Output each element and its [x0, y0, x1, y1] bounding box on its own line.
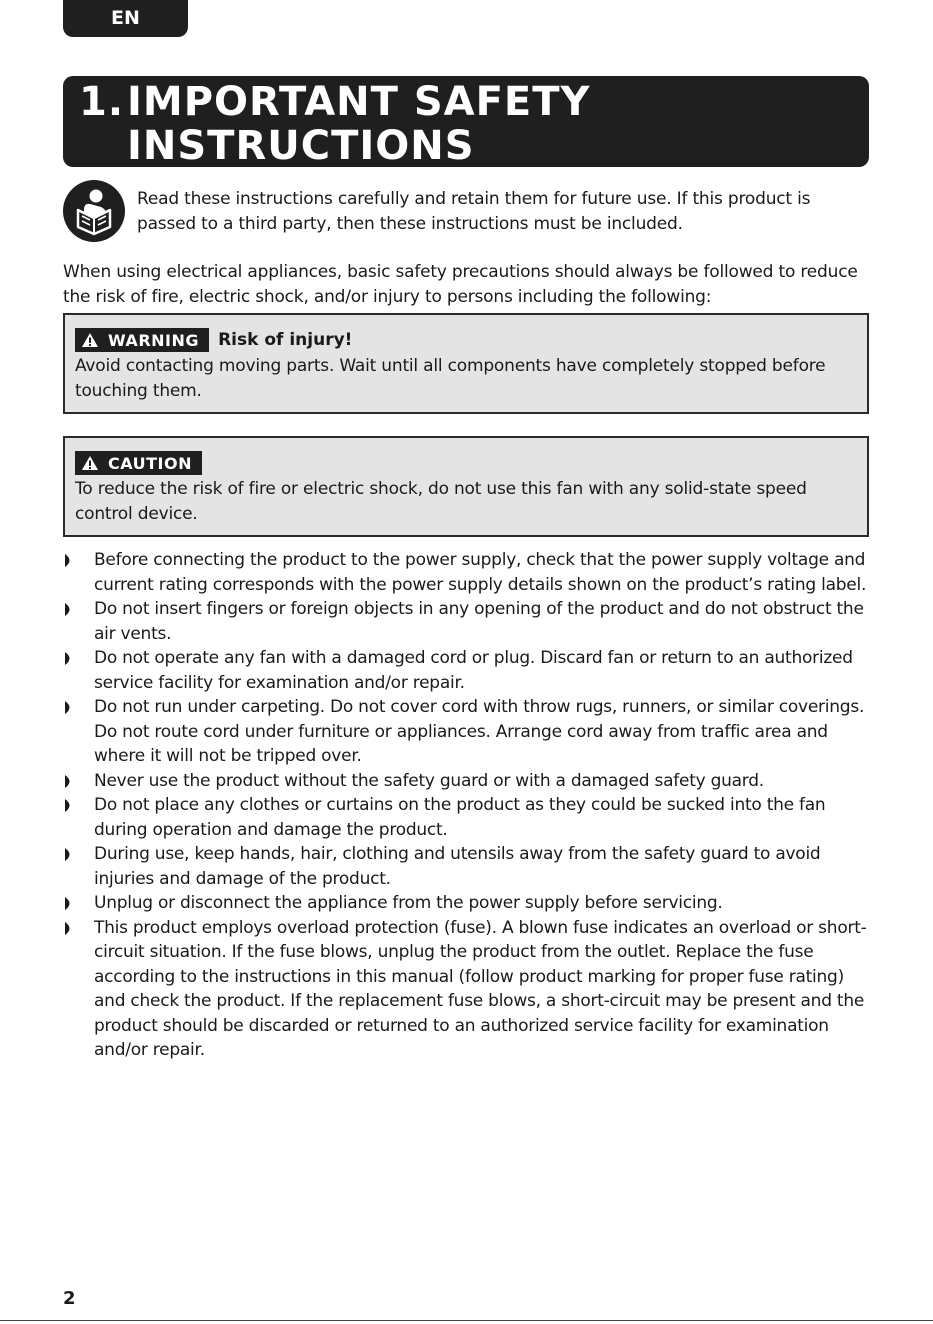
title-text-1: IMPORTANT SAFETY: [127, 79, 591, 125]
bullet-arrow-icon: [65, 554, 74, 567]
intro-paragraph: When using electrical appliances, basic safety precautions should always be followed to reduce the risk of fire, electric shock, and/or injury to persons including the following:: [63, 262, 858, 307]
warning-box: [63, 313, 869, 414]
warning-heading: Risk of injury!: [218, 330, 353, 350]
title-line-1: [79, 80, 869, 124]
bullet-arrow-icon: [65, 848, 74, 861]
list-item-text: Do not insert fingers or foreign objects in any opening of the product and do not obstruct the air vents.: [94, 599, 864, 644]
caution-badge-label: CAUTION: [108, 453, 192, 473]
safety-bullet-list: [63, 548, 869, 1063]
warning-body: Avoid contacting moving parts. Wait until all components have completely stopped before touching them.: [75, 356, 826, 401]
list-item-text: Unplug or disconnect the appliance from the power supply before servicing.: [94, 893, 723, 913]
bullet-arrow-icon: [65, 652, 74, 665]
list-item-text: During use, keep hands, hair, clothing and utensils away from the safety guard to avoid injuries and damage of the product.: [94, 844, 821, 889]
list-item-text: This product employs overload protection (fuse). A blown fuse indicates an overload or short-circuit situation. If the fuse blows, unplug the product from the outlet. Replace the fuse according to the instructions in this manual (follow product marking for proper fuse rating) and check the product. If the replacement fuse blows, a short-circuit may be present and the product should be discarded or returned to an authorized service facility for examination and/or repair.: [94, 917, 867, 1060]
warning-badge-label: WARNING: [108, 330, 199, 350]
list-item: [63, 646, 869, 695]
bullet-arrow-icon: [65, 603, 74, 616]
warning-header: [75, 328, 857, 352]
footer-divider: [0, 1320, 933, 1321]
list-item: [63, 916, 869, 1063]
language-tab: EN: [63, 0, 188, 37]
list-item: [63, 891, 869, 916]
list-item-text: Do not place any clothes or curtains on the product as they could be sucked into the fan during operation and damage the product.: [94, 795, 826, 840]
list-item-text: Never use the product without the safety guard or with a damaged safety guard.: [94, 770, 764, 791]
list-item-text: Do not operate any fan with a damaged cord or plug. Discard fan or return to an authorized service facility for examination and/or repair.: [94, 648, 853, 693]
caution-badge: [75, 451, 202, 475]
list-item: [63, 769, 869, 794]
read-notice-text: Read these instructions carefully and retain them for future use. If this product is passed to a third party, then these instructions must be included.: [137, 189, 811, 234]
caution-header: [75, 451, 857, 475]
list-item: [63, 793, 869, 842]
list-item: [63, 597, 869, 646]
title-line-2: INSTRUCTIONS: [127, 123, 475, 169]
list-item: [63, 695, 869, 769]
caution-box: [63, 436, 869, 537]
read-manual-icon: [63, 180, 125, 242]
warning-badge: [75, 328, 209, 352]
warning-triangle-icon: [81, 455, 99, 471]
bullet-arrow-icon: [65, 799, 74, 812]
read-instructions-notice: [63, 180, 873, 244]
list-item: [63, 548, 869, 597]
bullet-arrow-icon: [65, 701, 74, 714]
list-item-text: Do not run under carpeting. Do not cover cord with throw rugs, runners, or similar coverings. Do not route cord under furniture or appliances. Arrange cord away from traffic area and where it will not be tripped over.: [94, 697, 865, 766]
bullet-arrow-icon: [65, 775, 74, 788]
list-item: [63, 842, 869, 891]
bullet-arrow-icon: [65, 922, 74, 935]
section-number: 1.: [79, 79, 125, 125]
bullet-arrow-icon: [65, 897, 74, 910]
list-item-text: Before connecting the product to the power supply, check that the power supply voltage and current rating corresponds with the power supply details shown on the product’s rating label.: [94, 550, 867, 595]
warning-triangle-icon: [81, 332, 99, 348]
section-title: [63, 76, 869, 167]
caution-body: To reduce the risk of fire or electric shock, do not use this fan with any solid-state speed control device.: [75, 479, 807, 524]
page-number: 2: [63, 1288, 76, 1309]
